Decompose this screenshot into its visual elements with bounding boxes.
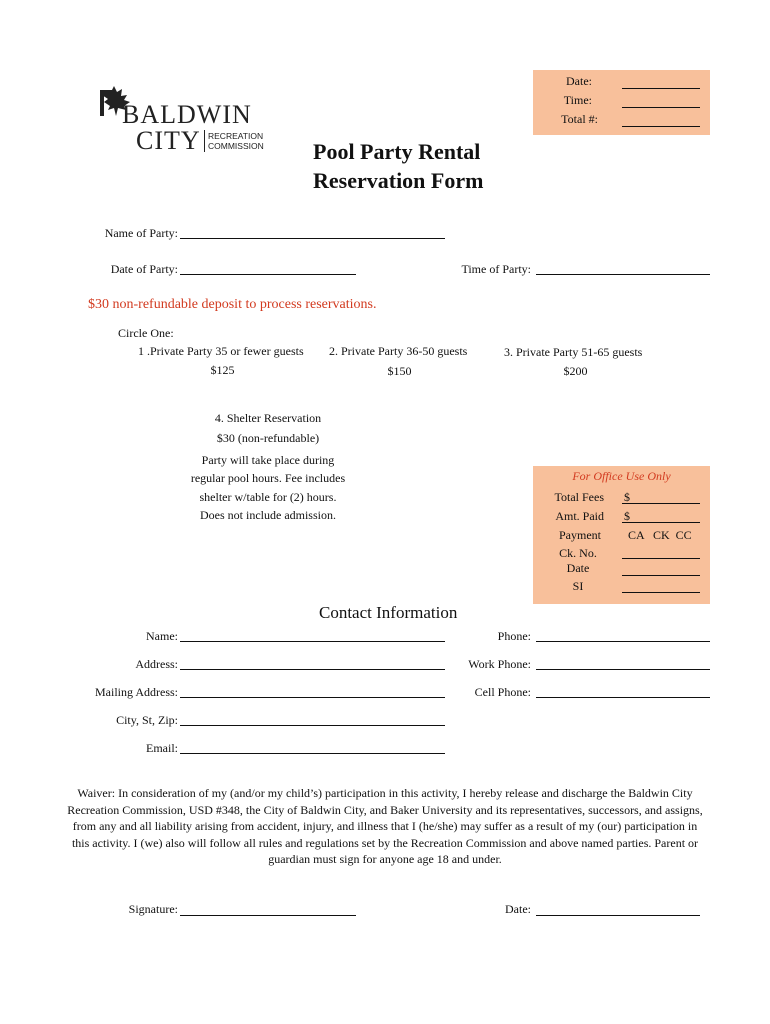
contact-name-field[interactable]	[180, 641, 445, 642]
contact-cell-phone-label: Cell Phone:	[474, 685, 531, 699]
contact-name-label: Name:	[146, 629, 178, 643]
option-2-price: $150	[387, 364, 412, 378]
party-time-label: Time of Party:	[461, 262, 531, 276]
signature-field[interactable]	[180, 915, 356, 916]
party-date-label: Date of Party:	[110, 262, 178, 276]
logo-tag-commission: COMMISSION	[208, 141, 264, 151]
sign-date-field[interactable]	[536, 915, 700, 916]
office-amt-paid-label: Amt. Paid	[555, 509, 604, 523]
office-si-field[interactable]	[622, 592, 700, 593]
office-payment-label: Payment	[559, 528, 601, 542]
contact-email-field[interactable]	[180, 753, 445, 754]
option-1-price: $125	[210, 363, 235, 377]
logo-tag-recreation: RECREATION	[208, 131, 264, 141]
contact-heading: Contact Information	[319, 603, 458, 622]
header-total-label: Total #:	[561, 112, 598, 126]
shelter-note-2: regular pool hours. Fee includes	[190, 471, 346, 485]
signature-label: Signature:	[128, 902, 178, 916]
office-total-fees-dollar: $	[624, 490, 630, 504]
office-amt-paid-field[interactable]	[622, 522, 700, 523]
contact-phone-field[interactable]	[536, 641, 710, 642]
shelter-note-3: shelter w/table for (2) hours.	[199, 490, 337, 504]
deposit-notice: $30 non-refundable deposit to process reservations.	[88, 297, 377, 312]
office-heading: For Office Use Only	[572, 469, 671, 483]
office-si-label: SI	[572, 579, 584, 593]
office-ck-no-field[interactable]	[622, 558, 700, 559]
baldwin-city-logo	[100, 86, 270, 158]
party-time-field[interactable]	[536, 274, 710, 275]
logo-line-city: CITY	[136, 126, 201, 155]
sign-date-label: Date:	[505, 902, 531, 916]
contact-mailing-field[interactable]	[180, 697, 445, 698]
shelter-note-1: Party will take place during	[201, 453, 335, 467]
header-date-field[interactable]	[622, 88, 700, 89]
option-3-price: $200	[563, 364, 588, 378]
contact-address-field[interactable]	[180, 669, 445, 670]
contact-mailing-label: Mailing Address:	[95, 685, 178, 699]
header-time-label: Time:	[563, 93, 592, 107]
contact-email-label: Email:	[146, 741, 178, 755]
office-total-fees-label: Total Fees	[554, 490, 604, 504]
option-2[interactable]: 2. Private Party 36-50 guests	[329, 344, 468, 358]
party-name-label: Name of Party:	[104, 226, 178, 240]
contact-city-label: City, St, Zip:	[116, 713, 178, 727]
contact-work-phone-field[interactable]	[536, 669, 710, 670]
page-title-line1: Pool Party Rental	[313, 139, 481, 164]
option-1[interactable]: 1 .Private Party 35 or fewer guests	[138, 344, 304, 358]
page-title-line2: Reservation Form	[313, 168, 484, 193]
contact-city-field[interactable]	[180, 725, 445, 726]
office-total-fees-field[interactable]	[622, 503, 700, 504]
option-4-price: $30 (non-refundable)	[216, 431, 320, 445]
contact-work-phone-label: Work Phone:	[468, 657, 531, 671]
shelter-note-4: Does not include admission.	[200, 508, 336, 522]
option-4[interactable]: 4. Shelter Reservation	[214, 411, 322, 425]
logo-divider	[204, 130, 205, 152]
office-ck-no-label: Ck. No.	[559, 546, 597, 560]
contact-cell-phone-field[interactable]	[536, 697, 710, 698]
office-amt-paid-dollar: $	[624, 509, 630, 523]
party-date-field[interactable]	[180, 274, 356, 275]
contact-phone-label: Phone:	[497, 629, 531, 643]
contact-address-label: Address:	[135, 657, 178, 671]
option-3[interactable]: 3. Private Party 51-65 guests	[504, 345, 643, 359]
office-payment-options[interactable]: CA CK CC	[628, 528, 692, 542]
office-date-label: Date	[566, 561, 590, 575]
party-name-field[interactable]	[180, 238, 445, 239]
header-date-label: Date:	[566, 74, 592, 88]
waiver-text: Waiver: In consideration of my (and/or my child’s) participation in this activity, I hereby release and discharge the Baldwin City Recreation Commission, USD #348, the City of Baldwin City, and Baker University and its representatives, successors, and assigns, from any and all liability arising from accident, injury, and illness that I (he/she) may suffer as a result of my (our) participation in this activity. I (we) also will follow all rules and regulations set by the Recreation Commission and above named parties. Parent or guardian must sign for anyone age 18 and under.	[67, 786, 703, 866]
logo-line-baldwin: BALDWIN	[122, 100, 252, 129]
office-date-field[interactable]	[622, 575, 700, 576]
circle-one-label: Circle One:	[118, 326, 174, 340]
header-total-field[interactable]	[622, 126, 700, 127]
header-time-field[interactable]	[622, 107, 700, 108]
